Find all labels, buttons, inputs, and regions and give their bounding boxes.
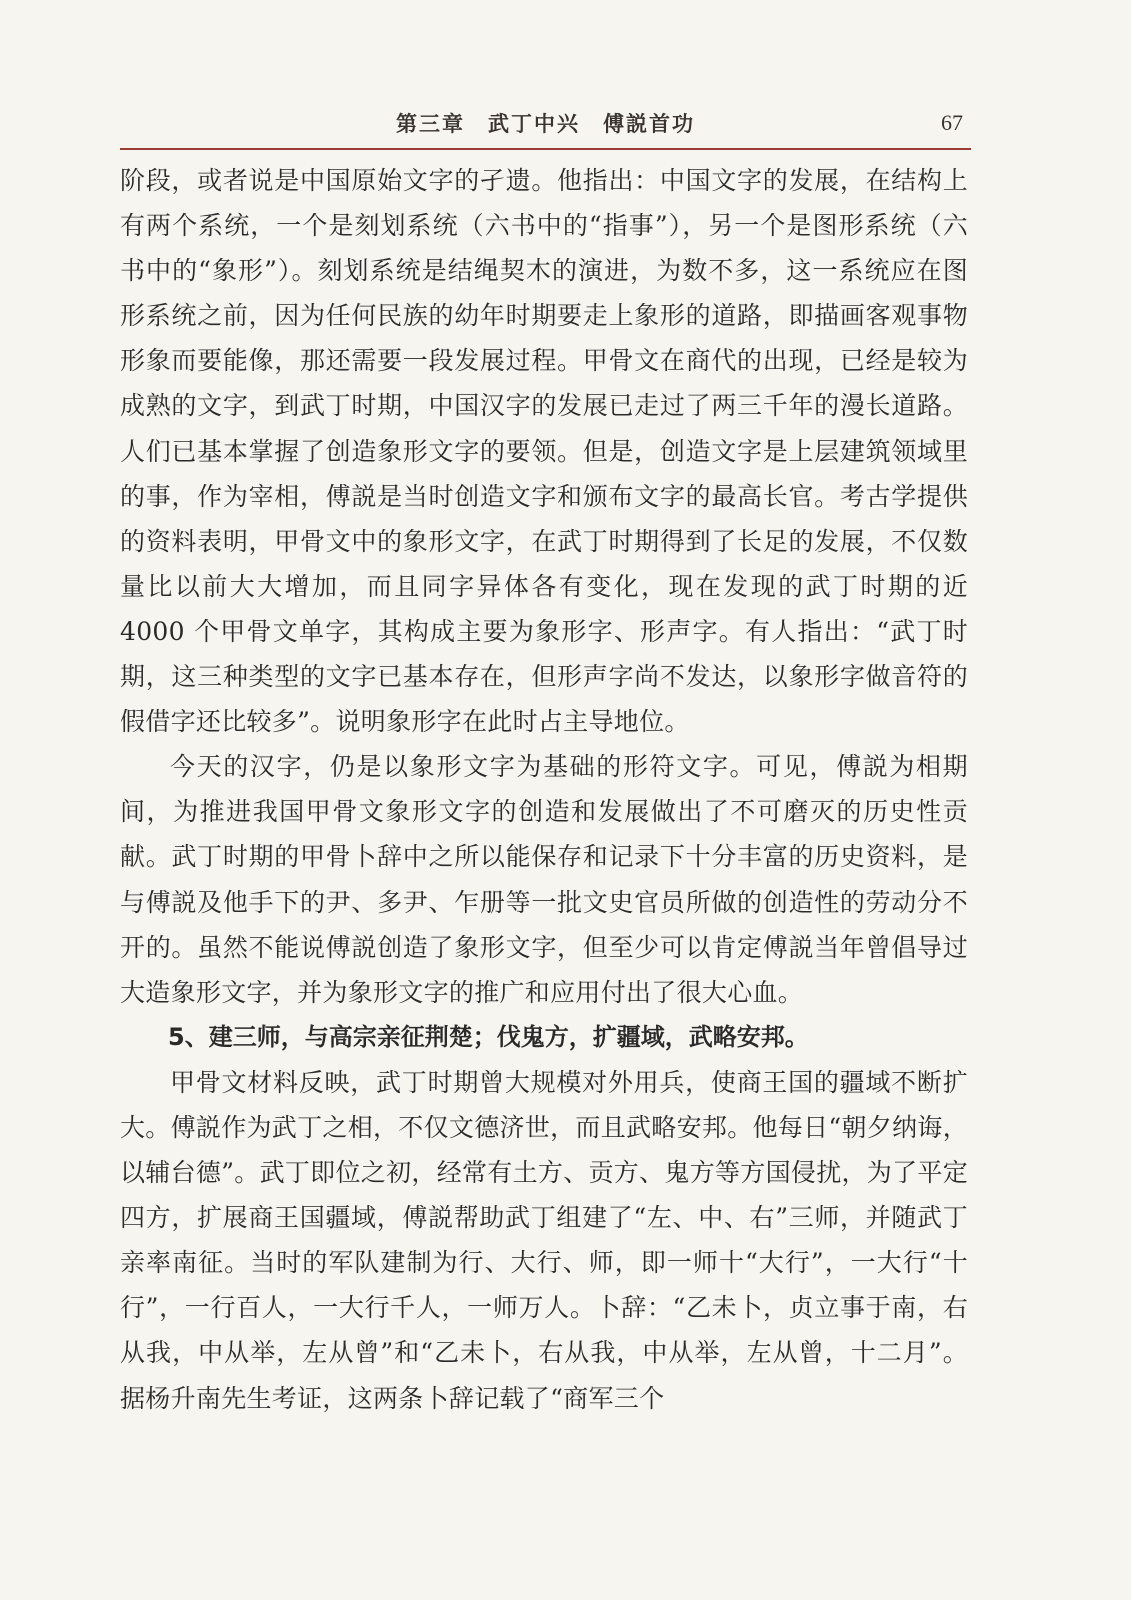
paragraph-continued: 阶段，或者说是中国原始文字的孑遗。他指出：中国文字的发展，在结构上有两个系统，一个是刻划系统（六书中的“指事”），另一个是图形系统（六书中的“象形”）。刻划系统是结绳契木的演进，为数不多，这一系统应在图形系统之前，因为任何民族的幼年时期要走上象形的道路，即描画客观事物形象而要能像，那还需要一段发展过程。甲骨文在商代的出现，已经是较为成熟的文字，到武丁时期，中国汉字的发展已走过了两三千年的漫长道路。人们已基本掌握了创造象形文字的要领。但是，创造文字是上层建筑领域里的事，作为宰相，傅説是当时创造文字和颁布文字的最高长官。考古学提供的资料表明，甲骨文中的象形文字，在武丁时期得到了长足的发展，不仅数量比以前大大增加，而且同字异体各有变化，现在发现的武丁时期的近 4000 个甲骨文单字，其构成主要为象形字、形声字。有人指出：“武丁时期，这三种类型的文字已基本存在，但形声字尚不发达，以象形字做音符的假借字还比较多”。说明象形字在此时占主导地位。 [120,166,968,737]
page-number: 67 [941,110,963,135]
running-header [120,102,971,150]
body-text [120,158,968,1421]
section-heading: 5、建三师，与高宗亲征荆楚；伐鬼方，扩疆域，武略安邦。 [168,1022,809,1051]
paragraph: 甲骨文材料反映，武丁时期曾大规模对外用兵，使商王国的疆域不断扩大。傅説作为武丁之相，不仅文德济世，而且武略安邦。他每日“朝夕纳诲，以辅台德”。武丁即位之初，经常有土方、贡方、鬼方等方国侵扰，为了平定四方，扩展商王国疆域，傅説帮助武丁组建了“左、中、右”三师，并随武丁亲率南征。当时的军队建制为行、大行、师，即一师十“大行”，一大行“十行”，一行百人，一大行千人，一师万人。卜辞：“乙未卜，贞立事于南，右从我，中从举，左从曾”和“乙未卜，右从我，中从举，左从曾，十二月”。据杨升南先生考证，这两条卜辞记载了“商军三个 [120,1067,968,1413]
paragraph: 今天的汉字，仍是以象形文字为基础的形符文字。可见，傅説为相期间，为推进我国甲骨文象形文字的创造和发展做出了不可磨灭的历史性贡献。武丁时期的甲骨卜辞中之所以能保存和记录下十分丰富的历史资料，是与傅説及他手下的尹、多尹、乍册等一批文史官员所做的创造性的劳动分不开的。虽然不能说傅説创造了象形文字，但至少可以肯定傅説当年曾倡导过大造象形文字，并为象形文字的推广和应用付出了很大心血。 [120,752,968,1007]
chapter-title: 第三章 武丁中兴 傅説首功 [396,112,695,136]
